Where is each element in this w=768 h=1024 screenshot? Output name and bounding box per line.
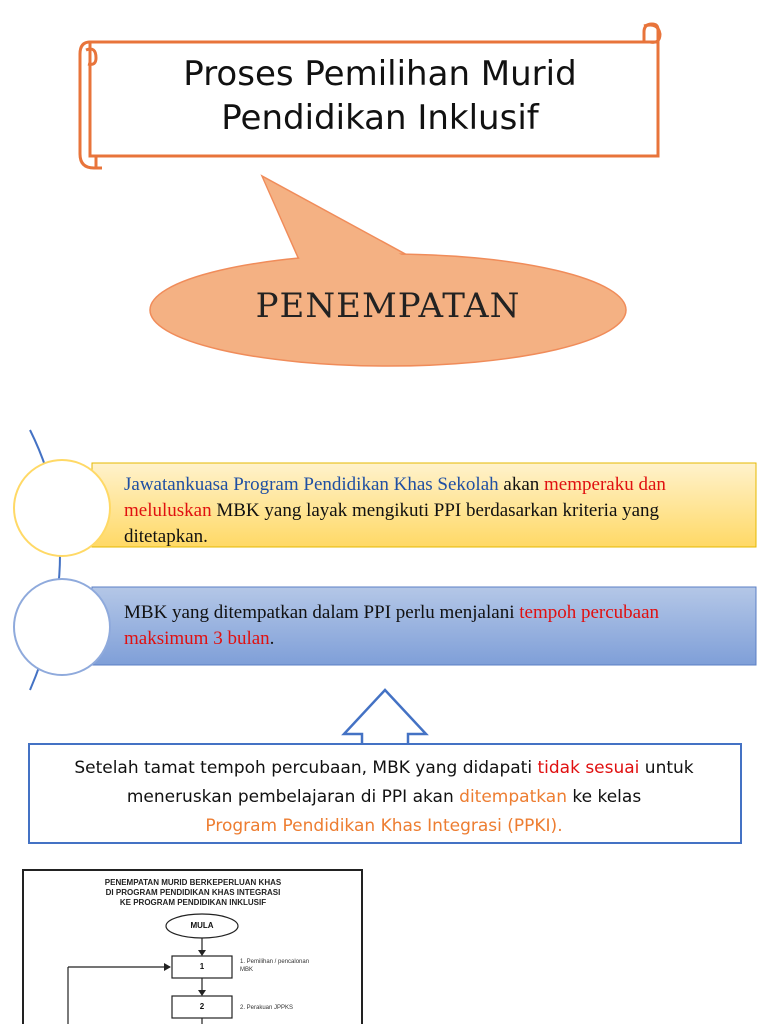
step-1-circle [14,460,110,556]
flowchart-title-line-1: PENEMPATAN MURID BERKEPERLUAN KHAS [104,878,282,887]
step-1-segment-4: MBK yang layak mengikuti PPI berdasarkan kriteria yang ditetapkan. [124,500,660,547]
flowchart-step-2-num: 2 [199,1002,205,1011]
flowchart-step-1-num: 1 [199,962,205,971]
step-1-segment-3: memperaku dan meluluskan [124,474,666,521]
flowchart-title-line-2: DI PROGRAM PENDIDIKAN KHAS INTEGRASI [105,888,281,897]
step-1-segment-2: akan [498,474,545,495]
flowchart-step-2-desc: 2. Perakuan JPPKS [240,1005,294,1011]
page-title [100,52,660,140]
note-highlight-2: ditempatkan [459,787,567,807]
note-highlight-1: tidak sesuai [537,758,640,778]
up-arrow-icon [344,690,426,746]
note-part-3: ke kelas [566,787,642,807]
flowchart-step-1-desc: 1. Pemilihan / pencalonan MBK [240,959,310,973]
title-line-2: Pendidikan Inklusif [221,98,539,138]
note-part-1: Setelah tamat tempoh percubaan, MBK yang didapati [74,758,538,778]
note-text [34,754,734,841]
step-2-segment-3: . [269,628,275,649]
step-2-text [124,600,734,652]
step-2-circle [14,579,110,675]
flowchart-start-label: MULA [190,921,214,930]
callout-label: PENEMPATAN [255,286,521,326]
step-2-segment-2: tempoh percubaan maksimum 3 bulan [124,602,660,649]
callout-bubble [150,176,626,366]
step-1-text [124,472,744,550]
step-1-segment-1: Jawatankuasa Program Pendidikan Khas Sekolah [124,474,499,495]
title-line-1: Proses Pemilihan Murid [183,54,577,94]
note-highlight-3: Program Pendidikan Khas Integrasi (PPKI). [205,816,563,836]
step-2-segment-1: MBK yang ditempatkan dalam PPI perlu menjalani [124,602,520,623]
flowchart-title [28,878,358,908]
note-part-2: untuk meneruskan pembelajaran di PPI akan [126,758,694,807]
flowchart-title-line-3: KE PROGRAM PENDIDIKAN INKLUSIF [119,898,267,907]
